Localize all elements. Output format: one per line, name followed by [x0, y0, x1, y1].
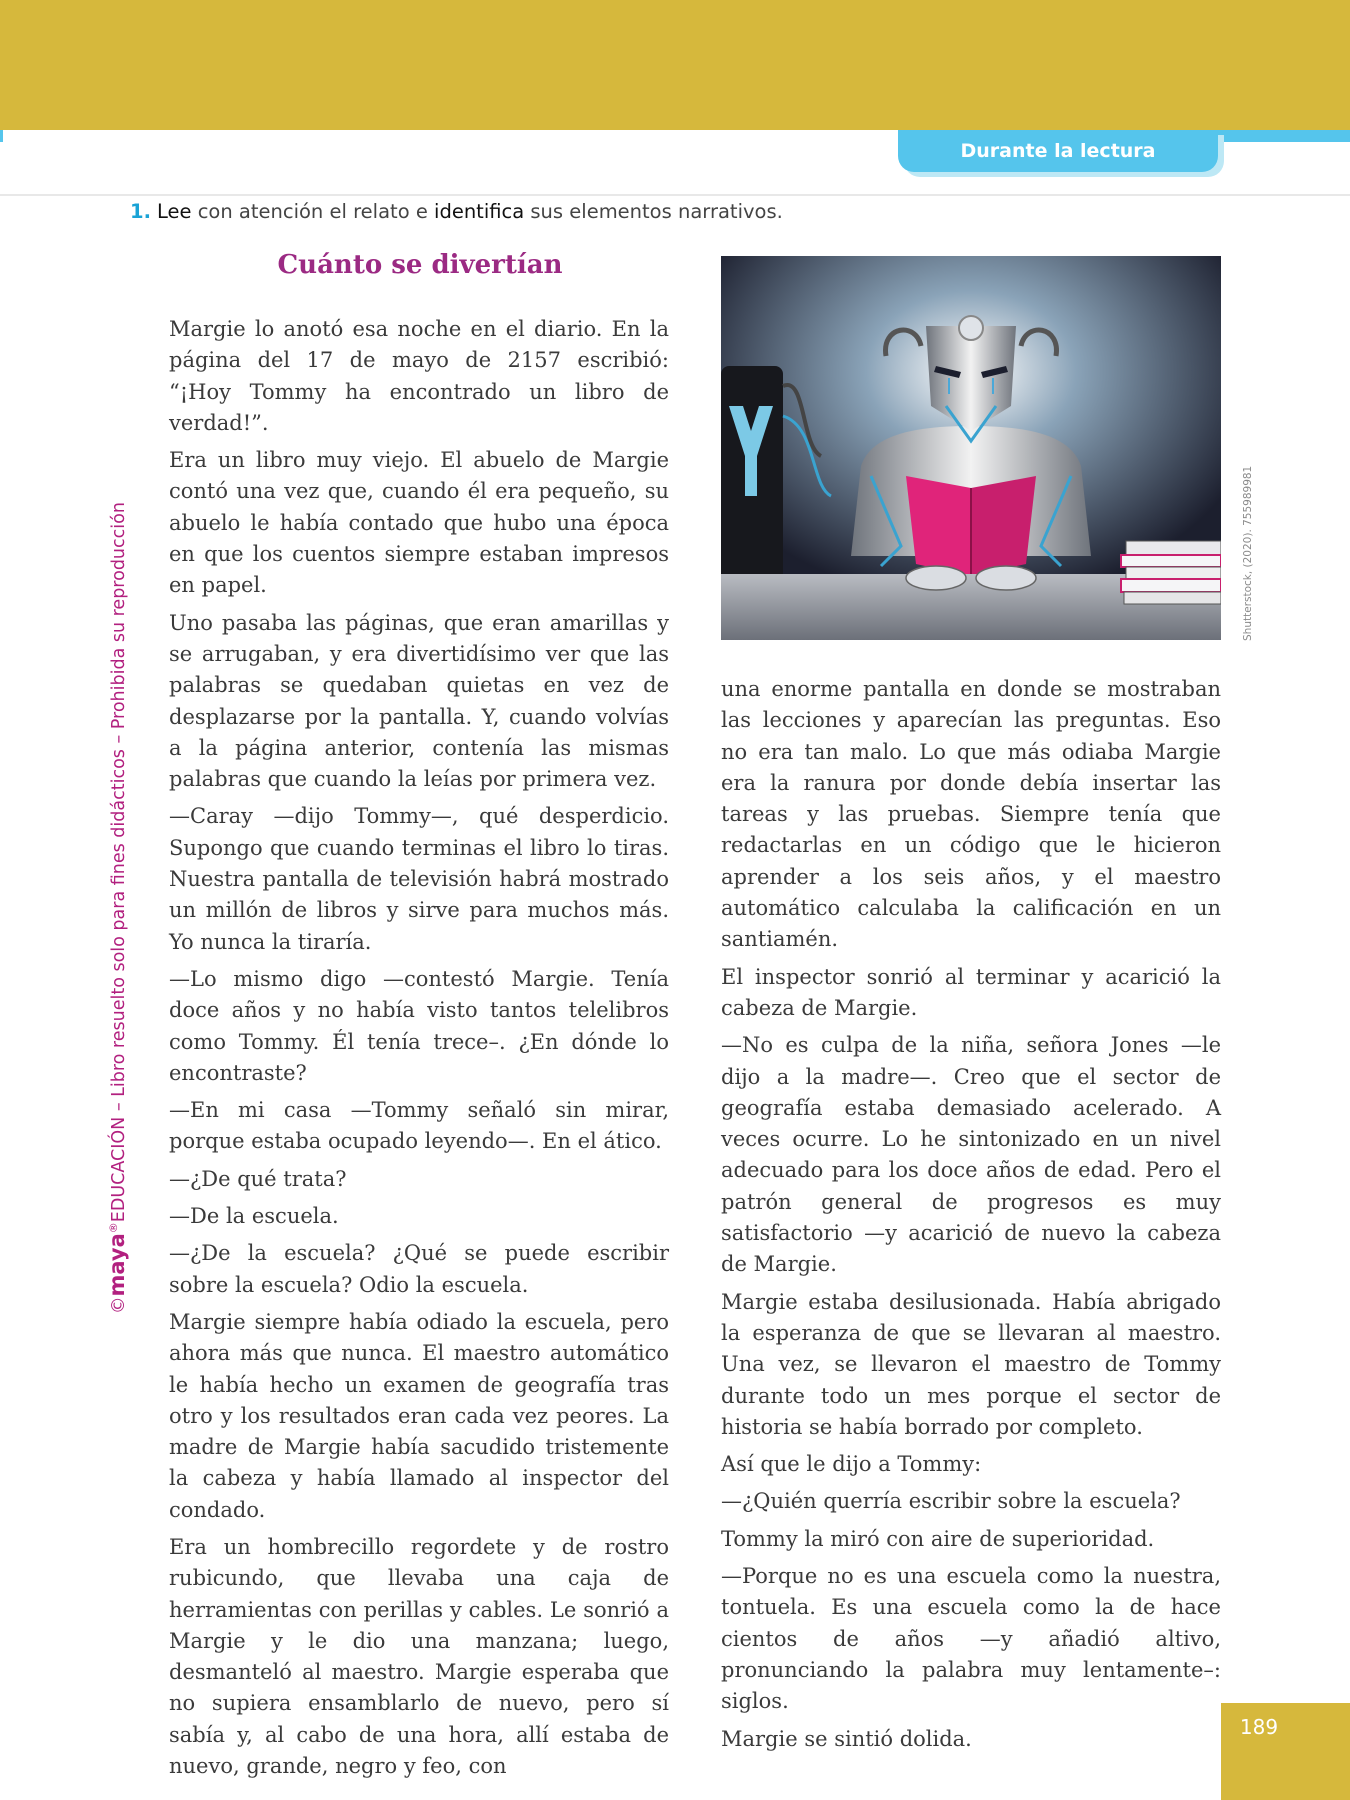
story-paragraph: —¿Quién querría escribir sobre la escuela?: [721, 1489, 1181, 1514]
story-paragraph: Era un hombrecillo regordete y de rostro rubicundo, que llevaba una caja de herramientas con perillas y cables. Le sonrió a Margie y le dio una manzana; luego, desmanteló al maestro. Margie esperaba que no supiera ensamblarlo de nuevo, pero sí sabía y, al cabo de una hora, allí estaba de nuevo, grande, negro y feo, con: [169, 1534, 669, 1779]
story-paragraph: —De la escuela.: [169, 1204, 339, 1229]
copyright-symbol: ©: [108, 1296, 129, 1314]
activity-number: 1.: [130, 200, 151, 223]
story-paragraph: Margie lo anotó esa noche en el diario. En la página del 17 de mayo de 2157 escribió: “¡Hoy Tommy ha encontrado un libro de verdad!”.: [169, 317, 669, 435]
activity-instruction: [130, 200, 783, 223]
registered-mark: ®: [107, 1222, 120, 1234]
story-paragraph: —Porque no es una escuela como la nuestra, tontuela. Es una escuela como la de hace cientos de años —y añadió altivo, pronunciando la palabra muy lentamente–: siglos.: [721, 1564, 1221, 1714]
story-left-column: [169, 314, 669, 1788]
pink-book-icon: [906, 476, 1036, 576]
top-color-band: [0, 0, 1350, 130]
story-paragraph: Margie siempre había odiado la escuela, pero ahora más que nunca. El maestro automático le había hecho un examen de geografía tras otro y los resultados eran cada vez peores. La madre de Margie había sacudido tristemente la cabeza y había llamado al inspector del condado.: [169, 1309, 669, 1522]
story-title: Cuánto se divertían: [277, 250, 563, 280]
page-number: 189: [1239, 1715, 1279, 1739]
story-paragraph: El inspector sonrió al terminar y acarició la cabeza de Margie.: [721, 964, 1221, 1020]
side-legal-notice: [101, 314, 127, 1314]
story-paragraph: Margie estaba desilusionada. Había abrigado la esperanza de que se llevaran al maestro. Una vez, se llevaron el maestro de Tommy durante todo un mes porque el sector de historia se había borrado por completo.: [721, 1289, 1221, 1439]
page-number-box: [1221, 1703, 1350, 1800]
story-paragraph: —Caray —dijo Tommy—, qué desperdicio. Supongo que cuando terminas el libro lo tiras. Nuestra pantalla de televisión habrá mostrado un millón de libros y sirve para muchos más. Yo nunca la tiraría.: [169, 804, 669, 954]
photo-credit: Shutterstock, (2020). 755989981: [1242, 465, 1254, 641]
story-paragraph: Tommy la miró con aire de superioridad.: [721, 1526, 1155, 1551]
header-right-accent: [1218, 130, 1350, 142]
story-paragraph: Uno pasaba las páginas, que eran amarillas y se arrugaban, y era divertidísimo ver que las palabras se quedaban quietas en vez de desplazarse por la pantalla. Y, cuando volvías a la página anterior, contenía las mismas palabras que cuando la leías por primera vez.: [169, 610, 669, 792]
instruction-verb-identify: identifica: [434, 200, 525, 223]
instruction-verb-read: Lee: [156, 200, 192, 223]
story-paragraph: Margie se sintió dolida.: [721, 1726, 972, 1751]
story-paragraph: Así que le dijo a Tommy:: [721, 1452, 982, 1477]
story-right-column: [721, 674, 1221, 1761]
story-paragraph: Era un libro muy viejo. El abuelo de Margie contó una vez que, cuando él era pequeño, su abuelo le había contado que hubo una época en que los cuentos siempre estaban impresos en papel.: [169, 448, 669, 598]
story-paragraph: una enorme pantalla en donde se mostraban las lecciones y aparecían las preguntas. Eso no era tan malo. Lo que más odiaba Margie era la ranura por donde debía insertar las tareas y las pruebas. Siempre tenía que redactarlas en un código que le hicieron aprender a los seis años, y el maestro automático calculaba la calificación en un santiamén.: [721, 677, 1221, 952]
story-paragraph: —¿De qué trata?: [169, 1166, 347, 1191]
section-label-tab: Durante la lectura: [898, 130, 1218, 172]
instruction-text-2: sus elementos narrativos.: [524, 200, 783, 223]
story-paragraph: —Lo mismo digo —contestó Margie. Tenía doce años y no había visto tantos telelibros como Tommy. Él tenía trece–. ¿En dónde lo encontraste?: [169, 966, 669, 1085]
story-paragraph: —No es culpa de la niña, señora Jones —le dijo a la madre—. Creo que el sector de geografía estaba demasiado acelerado. A veces ocurre. Lo he sintonizado en un nivel adecuado para los doce años de edad. Pero el patrón general de progresos es muy satisfactorio —y acarició de nuevo la cabeza de Margie.: [721, 1033, 1221, 1277]
legal-text: EDUCACIÓN – Libro resuelto solo para fines didácticos – Prohibida su reproducción: [108, 502, 129, 1223]
story-paragraph: —¿De la escuela? ¿Qué se puede escribir sobre la escuela? Odio la escuela.: [169, 1241, 669, 1297]
header-rule: [0, 194, 1350, 196]
robot-reading-illustration: [721, 256, 1221, 640]
brand-logo-text: maya: [104, 1233, 129, 1297]
book-stack-icon: [1121, 541, 1221, 604]
instruction-text-1: con atención el relato e: [191, 200, 435, 223]
story-paragraph: —En mi casa —Tommy señaló sin mirar, porque estaba ocupado leyendo—. En el ático.: [169, 1098, 669, 1154]
header-left-accent: [0, 130, 3, 142]
